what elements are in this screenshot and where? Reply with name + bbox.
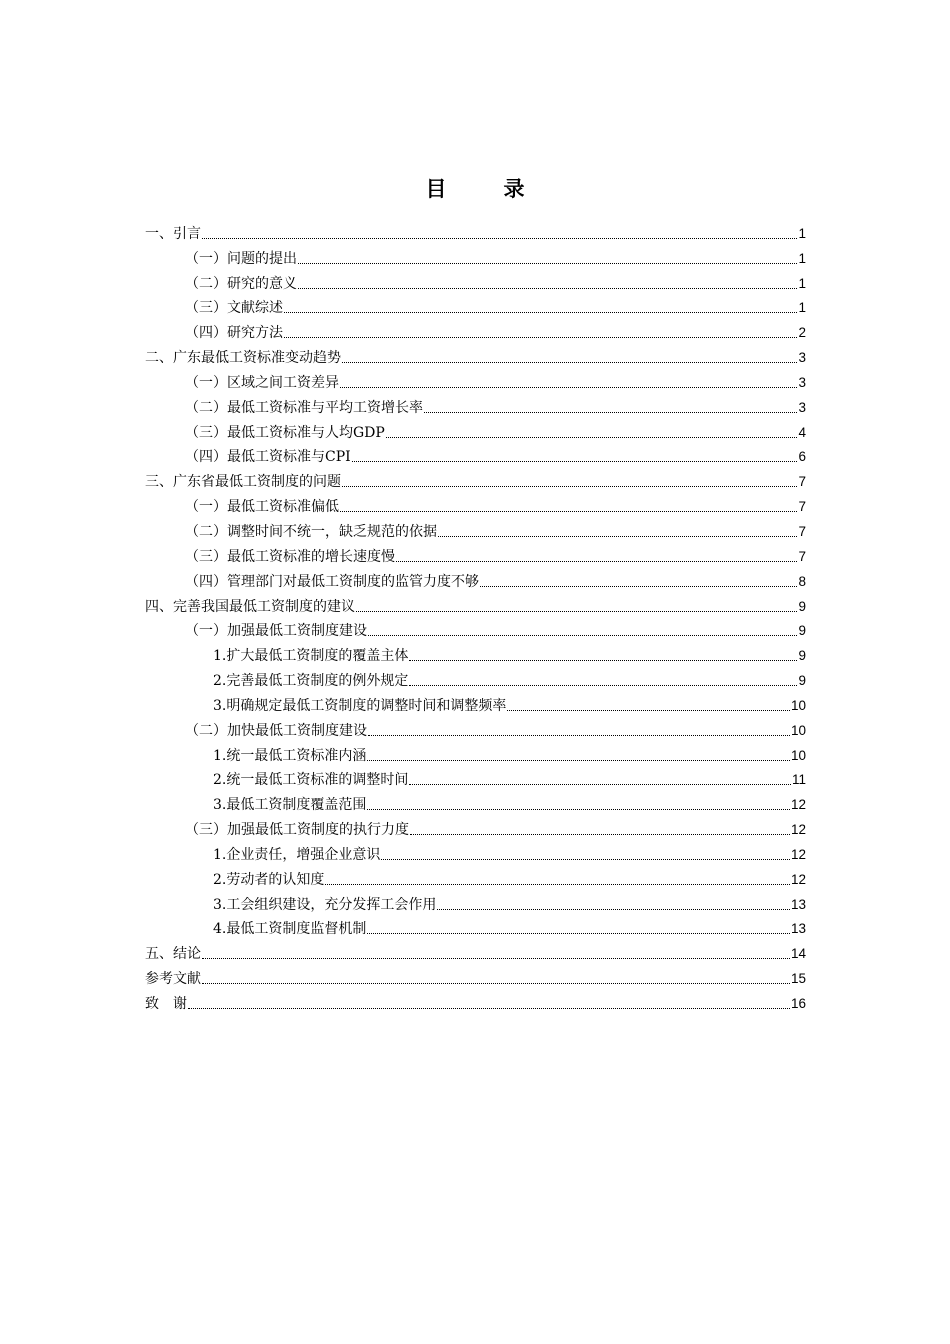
toc-entry-page-number: 4	[798, 424, 806, 440]
dot-leader	[298, 288, 797, 289]
toc-entry[interactable]	[145, 889, 806, 914]
toc-entry[interactable]	[145, 442, 806, 467]
dot-leader	[342, 486, 797, 487]
toc-entry[interactable]	[145, 566, 806, 591]
toc-entry-page-number: 12	[790, 871, 806, 887]
toc-entry-label: （四）管理部门对最低工资制度的监管力度不够	[185, 573, 479, 590]
toc-entry[interactable]	[145, 839, 806, 864]
toc-entry-label: 三、广东省最低工资制度的问题	[145, 474, 341, 491]
toc-entry-label: （二）调整时间不统一，缺乏规范的依据	[185, 523, 437, 540]
toc-entry-label: 一、引言	[145, 225, 201, 242]
dot-leader	[284, 337, 797, 338]
toc-entry-page-number: 1	[798, 275, 806, 291]
toc-entry[interactable]	[145, 715, 806, 740]
toc-entry-label: （二）最低工资标准与平均工资增长率	[185, 399, 423, 416]
toc-entry-label: （三）文献综述	[185, 300, 283, 317]
toc-entry-label: 2.统一最低工资标准的调整时间	[213, 772, 409, 789]
toc-entry[interactable]	[145, 938, 806, 963]
toc-entry-page-number: 9	[798, 673, 806, 689]
toc-entry-page-number: 3	[798, 399, 806, 415]
toc-entry[interactable]	[145, 690, 806, 715]
toc-entry-page-number: 14	[790, 946, 806, 962]
toc-entry-page-number: 13	[790, 921, 806, 937]
toc-entry[interactable]	[145, 367, 806, 392]
toc-entry-page-number: 3	[798, 350, 806, 366]
toc-entry-label: 四、完善我国最低工资制度的建议	[145, 598, 355, 615]
toc-entry-page-number: 1	[798, 250, 806, 266]
toc-entry-label: （一）最低工资标准偏低	[185, 499, 339, 516]
toc-entry-page-number: 7	[798, 548, 806, 564]
toc-entry[interactable]	[145, 740, 806, 765]
toc-entry-label: 4.最低工资制度监督机制	[213, 921, 367, 938]
toc-entry[interactable]	[145, 914, 806, 939]
toc-entry[interactable]	[145, 392, 806, 417]
dot-leader	[368, 635, 797, 636]
toc-entry-page-number: 3	[798, 374, 806, 390]
toc-entry-label: （三）加强最低工资制度的执行力度	[185, 822, 409, 839]
toc-entry[interactable]	[145, 789, 806, 814]
dot-leader	[298, 263, 797, 264]
toc-entry[interactable]	[145, 342, 806, 367]
toc-entry[interactable]	[145, 243, 806, 268]
dot-leader	[356, 611, 797, 612]
toc-entry-label: 2.完善最低工资制度的例外规定	[213, 673, 409, 690]
toc-entry[interactable]	[145, 616, 806, 641]
toc-entry-label: （一）区域之间工资差异	[185, 374, 339, 391]
toc-entry-page-number: 15	[790, 971, 806, 987]
toc-entry-label: （三）最低工资标准与人均GDP	[185, 424, 385, 441]
toc-entry[interactable]	[145, 417, 806, 442]
toc-entry[interactable]	[145, 317, 806, 342]
dot-leader	[367, 760, 790, 761]
dot-leader	[202, 238, 797, 239]
dot-leader	[202, 983, 790, 984]
toc-entry-page-number: 13	[790, 896, 806, 912]
dot-leader	[342, 362, 797, 363]
toc-entry[interactable]	[145, 988, 806, 1013]
toc-entry-page-number: 9	[798, 598, 806, 614]
toc-entry-label: 2.劳动者的认知度	[213, 871, 325, 888]
dot-leader	[409, 685, 797, 686]
dot-leader	[410, 834, 790, 835]
toc-entry-label: 五、结论	[145, 946, 201, 963]
toc-entry[interactable]	[145, 665, 806, 690]
toc-entry-page-number: 9	[798, 648, 806, 664]
dot-leader	[202, 958, 790, 959]
dot-leader	[352, 461, 798, 462]
dot-leader	[368, 735, 790, 736]
toc-entry-label: 3.明确规定最低工资制度的调整时间和调整频率	[213, 697, 507, 714]
dot-leader	[284, 312, 797, 313]
toc-entry[interactable]	[145, 466, 806, 491]
toc-entry[interactable]	[145, 268, 806, 293]
toc-entry-page-number: 6	[798, 449, 806, 465]
toc-entry-label: 致 谢	[145, 996, 187, 1012]
toc-entry-page-number: 8	[798, 573, 806, 589]
dot-leader	[437, 909, 790, 910]
toc-entry-page-number: 7	[798, 499, 806, 515]
toc-entry-page-number: 9	[798, 623, 806, 639]
toc-entry-page-number: 1	[798, 225, 806, 241]
toc-entry-label: （四）研究方法	[185, 325, 283, 342]
toc-entry[interactable]	[145, 591, 806, 616]
toc-entry-page-number: 12	[790, 797, 806, 813]
toc-entry[interactable]	[145, 814, 806, 839]
dot-leader	[340, 511, 797, 512]
toc-entry-page-number: 10	[790, 722, 806, 738]
toc-entry-page-number: 10	[790, 747, 806, 763]
toc-entry[interactable]	[145, 640, 806, 665]
toc-entry-page-number: 7	[798, 474, 806, 490]
toc-entry[interactable]	[145, 864, 806, 889]
dot-leader	[188, 1008, 790, 1009]
toc-entry[interactable]	[145, 963, 806, 988]
toc-entry-label: 1.企业责任，增强企业意识	[213, 846, 381, 863]
toc-entry-page-number: 7	[798, 523, 806, 539]
toc-entry-label: 二、广东最低工资标准变动趋势	[145, 350, 341, 367]
toc-entry-label: 参考文献	[145, 971, 201, 988]
toc-list	[145, 218, 806, 1013]
toc-entry[interactable]	[145, 765, 806, 790]
toc-entry-label: （一）问题的提出	[185, 250, 297, 267]
toc-entry[interactable]	[145, 218, 806, 243]
dot-leader	[367, 933, 790, 934]
toc-entry-page-number: 10	[790, 697, 806, 713]
dot-leader	[424, 412, 797, 413]
toc-entry-label: （四）最低工资标准与CPI	[185, 449, 351, 466]
dot-leader	[396, 561, 797, 562]
toc-entry-page-number: 12	[790, 846, 806, 862]
dot-leader	[507, 710, 790, 711]
dot-leader	[325, 884, 790, 885]
toc-entry-label: （二）研究的意义	[185, 275, 297, 292]
toc-entry-page-number: 12	[790, 822, 806, 838]
dot-leader	[409, 784, 791, 785]
toc-entry-page-number: 11	[791, 772, 806, 788]
toc-entry-page-number: 2	[798, 325, 806, 341]
toc-entry[interactable]	[145, 293, 806, 318]
dot-leader	[480, 586, 797, 587]
dot-leader	[381, 859, 790, 860]
toc-entry-label: （二）加快最低工资制度建设	[185, 722, 367, 739]
dot-leader	[438, 536, 797, 537]
dot-leader	[340, 387, 797, 388]
toc-entry[interactable]	[145, 491, 806, 516]
toc-entry-page-number: 16	[790, 996, 806, 1011]
toc-entry[interactable]	[145, 541, 806, 566]
dot-leader	[367, 809, 790, 810]
toc-entry-label: 3.最低工资制度覆盖范围	[213, 797, 367, 814]
toc-entry-label: （一）加强最低工资制度建设	[185, 623, 367, 640]
toc-entry-label: （三）最低工资标准的增长速度慢	[185, 548, 395, 565]
toc-entry-label: 3.工会组织建设，充分发挥工会作用	[213, 896, 437, 913]
toc-entry-label: 1.扩大最低工资制度的覆盖主体	[213, 648, 409, 665]
toc-entry[interactable]	[145, 516, 806, 541]
toc-entry-label: 1.统一最低工资标准内涵	[213, 747, 367, 764]
dot-leader	[386, 437, 798, 438]
toc-title: 目 录	[425, 176, 543, 201]
dot-leader	[409, 660, 797, 661]
toc-entry-page-number: 1	[798, 300, 806, 316]
